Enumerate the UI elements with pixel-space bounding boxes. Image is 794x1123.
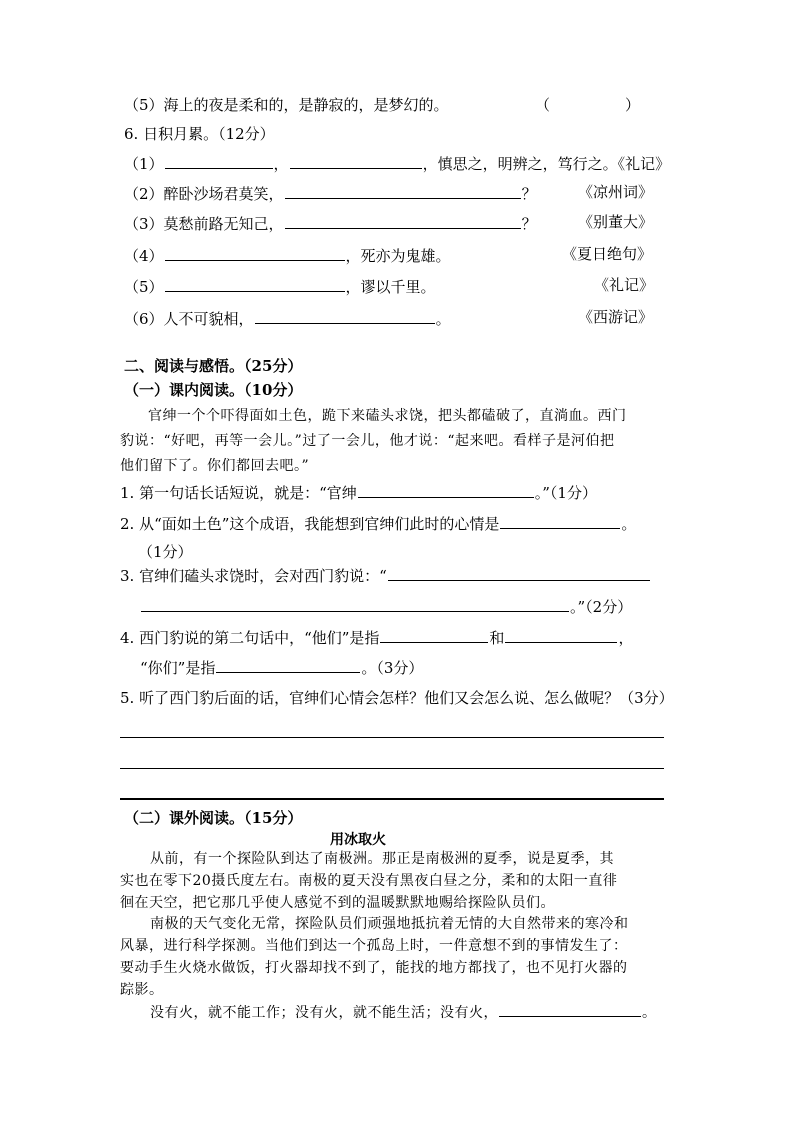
poem-text: ，谬以千里。 [345, 278, 436, 296]
question-text: 。（3分） [361, 659, 424, 677]
question-text: “你们”是指 [140, 659, 216, 677]
question-2 [120, 512, 636, 534]
question-text: 4. 西门豹说的第二句话中，“他们”是指 [120, 629, 380, 647]
question-4-cont [140, 656, 423, 678]
answer-blank[interactable] [216, 656, 360, 673]
answer-blank[interactable] [285, 212, 521, 229]
q5-statement: （5）海上的夜是柔和的，是静寂的，是梦幻的。 [124, 96, 449, 114]
poem-source: 《别董大》 [578, 213, 654, 231]
passage-2-last-line [150, 1000, 657, 1023]
question-2-score: （1分） [138, 543, 193, 561]
q5-answer-paren[interactable]: （ ） [535, 96, 641, 114]
answer-blank[interactable] [500, 512, 620, 529]
answer-blank[interactable] [255, 307, 435, 324]
answer-blank[interactable] [388, 564, 650, 581]
passage-2-line: 风暴，进行科学探测。当他们到达一个孤岛上时，一件意想不到的事情发生了： [120, 938, 628, 954]
answer-blank[interactable] [165, 244, 345, 261]
poem-num: （5） [124, 278, 164, 296]
answer-blank[interactable] [290, 152, 422, 169]
part-1-title: （一）课内阅读。（10分） [124, 381, 303, 399]
answer-blank[interactable] [165, 152, 273, 169]
question-text: ， [618, 629, 634, 647]
poem-source: 《夏日绝句》 [562, 245, 653, 263]
answer-blank[interactable] [505, 626, 617, 643]
answer-line[interactable] [120, 768, 664, 769]
poem-num: （6） [124, 310, 164, 328]
poem-2 [124, 182, 537, 204]
poem-3 [124, 212, 537, 234]
poem-4 [124, 244, 451, 266]
part-2-title: （二）课外阅读。（15分） [124, 809, 303, 827]
poem-source: 《礼记》 [594, 276, 655, 294]
answer-blank[interactable] [165, 275, 345, 292]
answer-line[interactable] [120, 737, 664, 738]
question-5: 5. 听了西门豹后面的话，官绅们心情会怎样？他们又会怎么说、怎么做呢？（3分） [120, 689, 674, 707]
poem-source: 《礼记》 [617, 155, 671, 173]
poem-text: ？ [521, 215, 537, 233]
question-text: 2. 从“面如土色”这个成语，我能想到官绅们此时的心情是 [120, 515, 500, 533]
poem-source: 《西游记》 [578, 308, 654, 326]
answer-blank[interactable] [499, 1000, 641, 1017]
answer-blank[interactable] [285, 182, 521, 199]
answer-blank[interactable] [380, 626, 488, 643]
passage-2-line: 从前，有一个探险队到达了南极洲。那正是南极洲的夏季，说是夏季，其 [150, 851, 614, 867]
poem-text: 醉卧沙场君莫笑， [163, 185, 284, 203]
answer-blank[interactable] [141, 595, 569, 612]
poem-text: ，慎思之，明辨之，笃行之。 [422, 155, 618, 173]
poem-text: 莫愁前路无知己， [163, 215, 284, 233]
passage-text: 。 [642, 1005, 657, 1021]
passage-text: 没有火，就不能工作；没有火，就不能生活；没有火， [150, 1005, 498, 1021]
section-2-title: 二、阅读与感悟。（25分） [124, 357, 303, 375]
poem-text: ， [273, 155, 289, 173]
passage-1-line: 他们留下了。你们都回去吧。” [120, 458, 310, 474]
question-text: 。”（2分） [570, 598, 633, 616]
poem-num: （1） [124, 155, 164, 173]
question-text: 和 [489, 629, 505, 647]
answer-blank[interactable] [358, 481, 534, 498]
question-text: 。”（1分） [534, 484, 597, 502]
passage-1-line: 豹说：“好吧，再等一会儿。”过了一会儿，他才说：“起来吧。看样子是河伯把 [120, 433, 615, 449]
question-4 [120, 626, 633, 648]
poem-text: 。 [435, 310, 451, 328]
poem-num: （3） [124, 215, 164, 233]
story-title: 用冰取火 [330, 832, 386, 848]
poem-text: 人不可貌相， [163, 310, 254, 328]
answer-line[interactable] [120, 798, 664, 800]
poem-text: ，死亦为鬼雄。 [345, 247, 451, 265]
question-text: 3. 官绅们磕头求饶时，会对西门豹说：“ [120, 567, 387, 585]
poem-1 [124, 152, 670, 174]
q6-title: 6. 日积月累。（12分） [124, 125, 275, 143]
poem-text: ？ [521, 185, 537, 203]
poem-6 [124, 307, 451, 329]
passage-1-line: 官绅一个个吓得面如土色，跪下来磕头求饶，把头都磕破了，直淌血。西门 [148, 408, 627, 424]
poem-5 [124, 275, 436, 297]
poem-num: （4） [124, 247, 164, 265]
passage-2-line: 踪影。 [120, 982, 164, 998]
question-3 [120, 564, 651, 586]
question-1 [120, 481, 597, 503]
poem-num: （2） [124, 185, 164, 203]
question-3-cont [140, 595, 632, 617]
passage-2-line: 徊在天空，把它那几乎使人感觉不到的温暖默默地赐给探险队员们。 [120, 895, 555, 911]
passage-2-line: 实也在零下20摄氏度左右。南极的夏天没有黑夜白昼之分，柔和的太阳一直徘 [120, 873, 618, 889]
question-text: 1. 第一句话长话短说，就是：“官绅 [120, 484, 357, 502]
passage-2-line: 南极的天气变化无常，探险队员们顽强地抵抗着无情的大自然带来的寒冷和 [150, 916, 629, 932]
passage-2-line: 要动手生火烧水做饭，打火器却找不到了，能找的地方都找了，也不见打火器的 [120, 960, 628, 976]
poem-source: 《凉州词》 [578, 183, 654, 201]
question-text: 。 [621, 515, 637, 533]
